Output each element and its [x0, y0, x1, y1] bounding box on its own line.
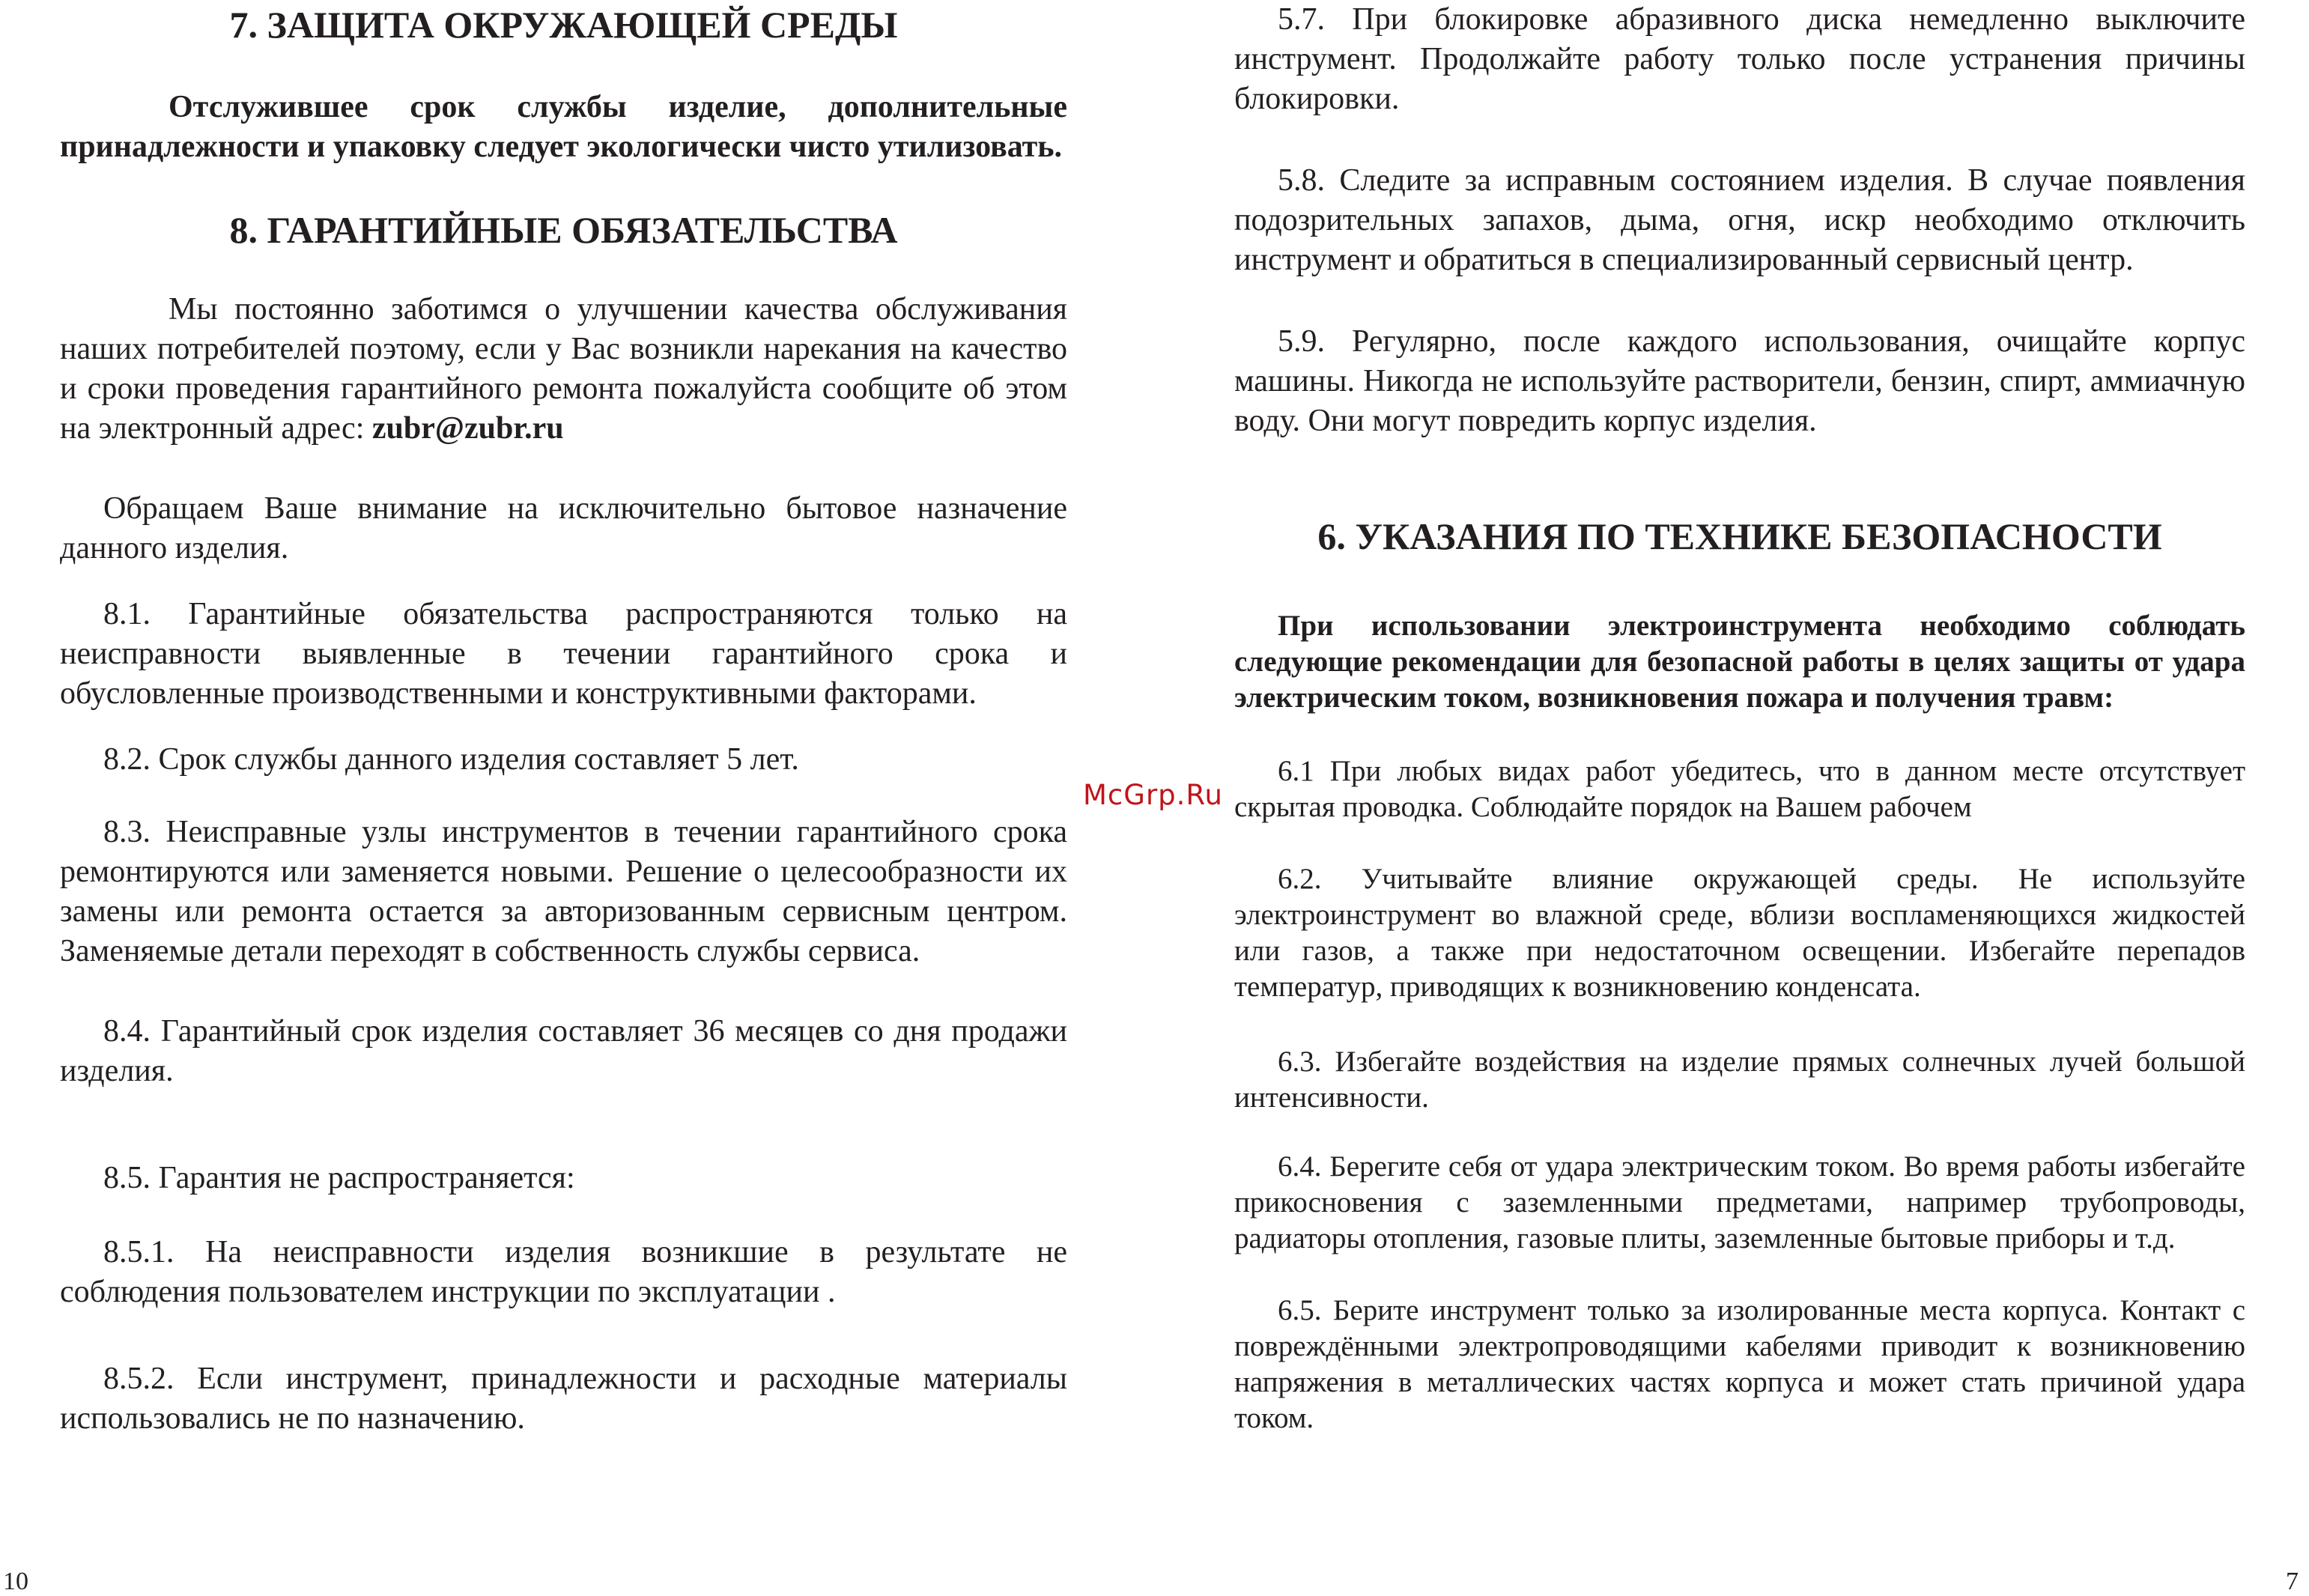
paragraph-8-5: 8.5. Гарантия не распространяется: [103, 1161, 575, 1195]
paragraph-8-5-2: 8.5.2. Если инструмент, принадлежности и расходные материалы использовались не по назначению. [60, 1362, 1067, 1436]
watermark: McGrp.Ru [1083, 779, 1223, 811]
support-email: zubr@zubr.ru [371, 411, 564, 446]
paragraph-8-4: 8.4. Гарантийный срок изделия составляет 36 месяцев со дня продажи изделия. [60, 1014, 1067, 1088]
right-column [1234, 0, 2245, 1436]
section-6-heading: 6. УКАЗАНИЯ ПО ТЕХНИКЕ БЕЗОПАСНОСТИ [1317, 515, 2162, 557]
section-8-intro [60, 290, 1067, 449]
paragraph-8-1: 8.1. Гарантийные обязательства распространяются только на неисправности выявленные в течении гарантийного срока и обусловленные производственными и конструктивными факторами. [60, 597, 1067, 711]
paragraph-6-5: 6.5. Берите инструмент только за изолированные места корпуса. Контакт с повреждёнными электропроводящими кабелями приводит к возникновению напряжения в металлических частях корпуса и может стать причиной удара током. [1234, 1294, 2245, 1434]
paragraph-8-5-1: 8.5.1. На неисправности изделия возникшие в результате не соблюдения пользователем инструкции по эксплуатации . [60, 1235, 1067, 1309]
paragraph-6-2: 6.2. Учитывайте влияние окружающей среды. Не используйте электроинструмент во влажной среде, вблизи воспламеняющихся жидкостей или газов, а также при недостаточном освещении. Избегайте перепадов температур, приводящих к возникновению конденсата. [1234, 863, 2245, 1003]
section-7-text: Отслужившее срок службы изделие, дополнительные принадлежности и упаковку следует экологически чисто утилизовать. [60, 90, 1067, 164]
left-page [0, 0, 1153, 1596]
paragraph-6-1: 6.1 При любых видах работ убедитесь, что в данном месте отсутствует скрытая проводка. Соблюдайте порядок на Вашем рабочем [1234, 755, 2245, 823]
paragraph-5-7: 5.7. При блокировке абразивного диска немедленно выключите инструмент. Продолжайте работу только после устранения причины блокировки. [1234, 2, 2245, 116]
page-number-left: 10 [3, 1568, 28, 1595]
paragraph-8-3: 8.3. Неисправные узлы инструментов в течении гарантийного срока ремонтируются или заменяется новыми. Решение о целесообразности их замены или ремонта остается за авторизованным сервисным центром. Заменяемые детали переходят в собственность службы сервиса. [60, 815, 1067, 968]
paragraph-5-9: 5.9. Регулярно, после каждого использования, очищайте корпус машины. Никогда не используйте растворители, бензин, спирт, аммиачную воду. Они могут повредить корпус изделия. [1234, 324, 2245, 438]
page-number-right: 7 [2286, 1568, 2299, 1595]
paragraph-6-4: 6.4. Берегите себя от удара электрическим током. Во время работы избегайте прикосновения с заземленными предметами, например трубопроводы, радиаторы отопления, газовые плиты, заземленные бытовые приборы и т.д. [1234, 1150, 2245, 1254]
paragraph-8-2: 8.2. Срок службы данного изделия составляет 5 лет. [103, 742, 799, 777]
right-page [1153, 0, 2309, 1596]
section-6-intro: При использовании электроинструмента необходимо соблюдать следующие рекомендации для безопасной работы в целях защиты от удара электрическим током, возникновения пожара и получения травм: [1234, 610, 2245, 714]
paragraph-6-3: 6.3. Избегайте воздействия на изделие прямых солнечных лучей большой интенсивности. [1234, 1046, 2245, 1114]
left-column [60, 0, 1067, 1439]
section-6-body [1234, 608, 2245, 1436]
section-7-heading: 7. ЗАЩИТА ОКРУЖАЮЩЕЙ СРЕДЫ [229, 4, 898, 46]
paragraph-5-8: 5.8. Следите за исправным состоянием изделия. В случае появления подозрительных запахов, дыма, огня, искр необходимо отключить инструмент и обратиться в специализированный сервисный центр. [1234, 163, 2245, 277]
section-8-intro-text: Мы постоянно заботимся о улучшении качества обслуживания наших потребителей поэтому, если у Вас возникли нарекания на качество и сроки проведения гарантийного ремонта пожалуйста сообщите об этом на электронный адрес: [60, 292, 1067, 446]
section-8-note: Обращаем Ваше внимание на исключительно бытовое назначение данного изделия. [60, 491, 1067, 565]
section-8-heading: 8. ГАРАНТИЙНЫЕ ОБЯЗАТЕЛЬСТВА [229, 209, 898, 251]
